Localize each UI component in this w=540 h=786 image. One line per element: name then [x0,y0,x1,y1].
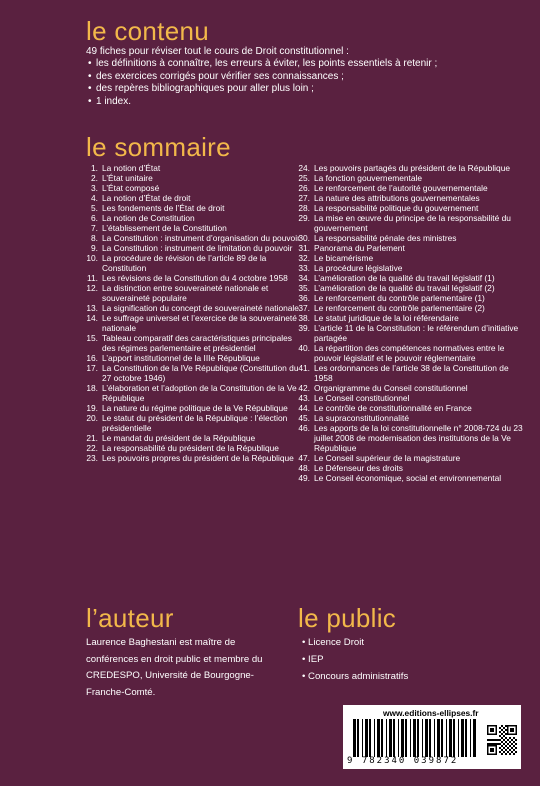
item-number: 38. [298,313,310,323]
item-number: 20. [86,413,98,423]
item-title: Les fondements de l’État de droit [102,203,225,213]
item-number: 26. [298,183,310,193]
item-number: 21. [86,433,98,443]
item-title: Le statut du président de la République : l’élection présidentielle [102,413,288,433]
item-title: La responsabilité du président de la République [102,443,279,453]
item-number: 22. [86,443,98,453]
item-number: 13. [86,303,98,313]
item-title: Le suffrage universel et l’exercice de la souveraineté nationale [102,313,297,333]
sommaire-list-right [298,163,523,483]
item-number: 25. [298,173,310,183]
list-item [298,383,523,393]
item-number: 14. [86,313,98,323]
list-item [298,243,523,253]
item-number: 32. [298,253,310,263]
list-item [298,473,523,483]
list-item [298,293,523,303]
item-number: 46. [298,423,310,433]
item-title: Le statut juridique de la loi référendaire [314,313,459,323]
item-title: Le mandat du président de la République [102,433,256,443]
list-item [298,323,523,343]
item-title: La mise en œuvre du principe de la responsabilité du gouvernement [314,213,511,233]
item-title: Le renforcement du contrôle parlementaire (1) [314,293,485,303]
list-item [298,173,523,183]
sommaire-heading: le sommaire [86,132,231,162]
item-title: Le Conseil économique, social et environnemental [314,473,502,483]
item-title: L’apport institutionnel de la IIIe République [102,353,260,363]
list-item [298,453,523,463]
item-title: La responsabilité pénale des ministres [314,233,457,243]
item-title: La nature des attributions gouvernementales [314,193,480,203]
item-number: 31. [298,243,310,253]
item-title: La Constitution de la IVe République (Constitution du 27 octobre 1946) [102,363,299,383]
list-item [86,173,301,183]
list-item [86,353,301,363]
item-title: La notion d’État de droit [102,193,191,203]
list-item [298,183,523,193]
public-list [302,634,408,685]
item-title: Le Conseil constitutionnel [314,393,410,403]
item-number: 15. [86,333,98,343]
list-item [298,233,523,243]
item-number: 2. [91,173,98,183]
item-title: Le renforcement du contrôle parlementaire (2) [314,303,485,313]
item-title: La fonction gouvernementale [314,173,423,183]
item-number: 3. [91,183,98,193]
list-item: • les définitions à connaître, les erreurs à éviter, les points essentiels à retenir ; [86,58,526,71]
list-item [86,183,301,193]
list-item: • 1 index. [86,96,526,109]
list-item: • Concours administratifs [302,668,408,685]
item-title: La Constitution : instrument d’organisation du pouvoir [102,233,300,243]
list-item [298,343,523,363]
item-number: 1. [91,163,98,173]
list-item [86,213,301,223]
item-title: L’élaboration et l’adoption de la Constitution de la Ve République [102,383,297,403]
item-number: 24. [298,163,310,173]
list-item [86,403,301,413]
list-item [298,413,523,423]
barcode-image [351,719,481,757]
list-item [298,423,523,453]
list-item [298,203,523,213]
list-item [298,463,523,473]
item-number: 36. [298,293,310,303]
item-number: 43. [298,393,310,403]
list-item [86,363,301,383]
item-title: L’établissement de la Constitution [102,223,227,233]
list-item [86,413,301,433]
list-item [298,283,523,293]
list-item [86,273,301,283]
list-item [86,223,301,233]
list-item: • des repères bibliographiques pour aller plus loin ; [86,83,526,96]
list-item [298,303,523,313]
item-title: Les ordonnances de l’article 38 de la Constitution de 1958 [314,363,509,383]
item-number: 42. [298,383,310,393]
item-number: 6. [91,213,98,223]
contenu-heading: le contenu [86,16,209,46]
list-item [86,233,301,243]
item-number: 30. [298,233,310,243]
item-number: 12. [86,283,98,293]
item-number: 27. [298,193,310,203]
item-number: 11. [86,273,98,283]
list-item [86,193,301,203]
contenu-intro: 49 fiches pour réviser tout le cours de Droit constitutionnel : [86,46,349,57]
contenu-list [86,58,526,108]
item-title: Le bicamérisme [314,253,374,263]
item-number: 44. [298,403,310,413]
list-item: • IEP [302,651,408,668]
item-number: 47. [298,453,310,463]
item-title: La signification du concept de souveraineté nationale [102,303,299,313]
list-item [86,243,301,253]
publisher-url: www.editions-ellipses.fr [383,708,479,718]
list-item [86,203,301,213]
list-item [86,433,301,443]
list-item [86,163,301,173]
item-title: Le Conseil supérieur de la magistrature [314,453,461,463]
item-title: Organigramme du Conseil constitutionnel [314,383,468,393]
item-number: 18. [86,383,98,393]
item-number: 28. [298,203,310,213]
list-item [86,453,301,463]
auteur-text: Laurence Baghestani est maître de conférences en droit public et membre du CREDESPO, Université de Bourgogne-Franche-Comté. [86,637,263,698]
item-title: Les pouvoirs partagés du président de la République [314,163,511,173]
item-number: 40. [298,343,310,353]
item-number: 33. [298,263,310,273]
list-item [86,303,301,313]
item-number: 8. [91,233,98,243]
list-item [298,163,523,173]
item-title: La notion de Constitution [102,213,195,223]
list-item [298,193,523,203]
public-heading: le public [298,603,397,633]
item-title: L’article 11 de la Constitution : le référendum d’initiative partagée [314,323,519,343]
auteur-heading: l’auteur [86,603,174,633]
item-number: 45. [298,413,310,423]
list-item [86,313,301,333]
item-number: 49. [298,473,310,483]
item-title: L’amélioration de la qualité du travail législatif (1) [314,273,495,283]
isbn-digits: 9 782340 039872 [347,756,459,766]
sommaire-list-left [86,163,301,463]
item-number: 9. [91,243,98,253]
list-item [298,313,523,323]
item-title: L’État composé [102,183,160,193]
item-title: La notion d’État [102,163,161,173]
item-title: La distinction entre souveraineté nationale et souveraineté populaire [102,283,269,303]
item-title: L’État unitaire [102,173,153,183]
item-number: 34. [298,273,310,283]
item-title: Les apports de la loi constitutionnelle n° 2008-724 du 23 juillet 2008 de modernisation des institutions de la Ve République [314,423,523,453]
list-item [86,383,301,403]
barcode-box [343,705,521,769]
item-title: La Constitution : instrument de limitation du pouvoir [102,243,293,253]
item-number: 16. [86,353,98,363]
item-title: Les révisions de la Constitution du 4 octobre 1958 [102,273,288,283]
item-number: 10. [86,253,98,263]
list-item [298,403,523,413]
item-number: 5. [91,203,98,213]
item-number: 17. [86,363,98,373]
item-title: Le contrôle de constitutionnalité en France [314,403,472,413]
item-number: 4. [91,193,98,203]
item-title: L’amélioration de la qualité du travail législatif (2) [314,283,495,293]
list-item [298,213,523,233]
item-title: La procédure de révision de l’article 89 de la Constitution [102,253,267,273]
item-title: Le Défenseur des droits [314,463,403,473]
list-item [298,253,523,263]
list-item [298,273,523,283]
item-number: 35. [298,283,310,293]
item-title: La responsabilité politique du gouvernement [314,203,479,213]
item-number: 7. [91,223,98,233]
item-title: La supraconstitutionnalité [314,413,409,423]
list-item: • Licence Droit [302,634,408,651]
item-title: La répartition des compétences normatives entre le pouvoir législatif et le pouvoir réglementaire [314,343,505,363]
item-number: 48. [298,463,310,473]
item-title: Le renforcement de l’autorité gouvernementale [314,183,488,193]
list-item [86,253,301,273]
list-item [86,283,301,303]
list-item [298,363,523,383]
list-item [86,443,301,453]
item-number: 23. [86,453,98,463]
list-item [298,263,523,273]
item-number: 41. [298,363,310,373]
item-number: 37. [298,303,310,313]
qr-code-icon [487,725,517,755]
item-number: 29. [298,213,310,223]
item-title: Les pouvoirs propres du président de la République [102,453,294,463]
item-title: La nature du régime politique de la Ve République [102,403,288,413]
list-item [298,393,523,403]
item-title: Panorama du Parlement [314,243,405,253]
item-number: 19. [86,403,98,413]
list-item [86,333,301,353]
item-number: 39. [298,323,310,333]
list-item: • des exercices corrigés pour vérifier ses connaissances ; [86,71,526,84]
item-title: Tableau comparatif des caractéristiques principales des régimes parlementaire et présidentiel [102,333,292,353]
item-title: La procédure législative [314,263,403,273]
